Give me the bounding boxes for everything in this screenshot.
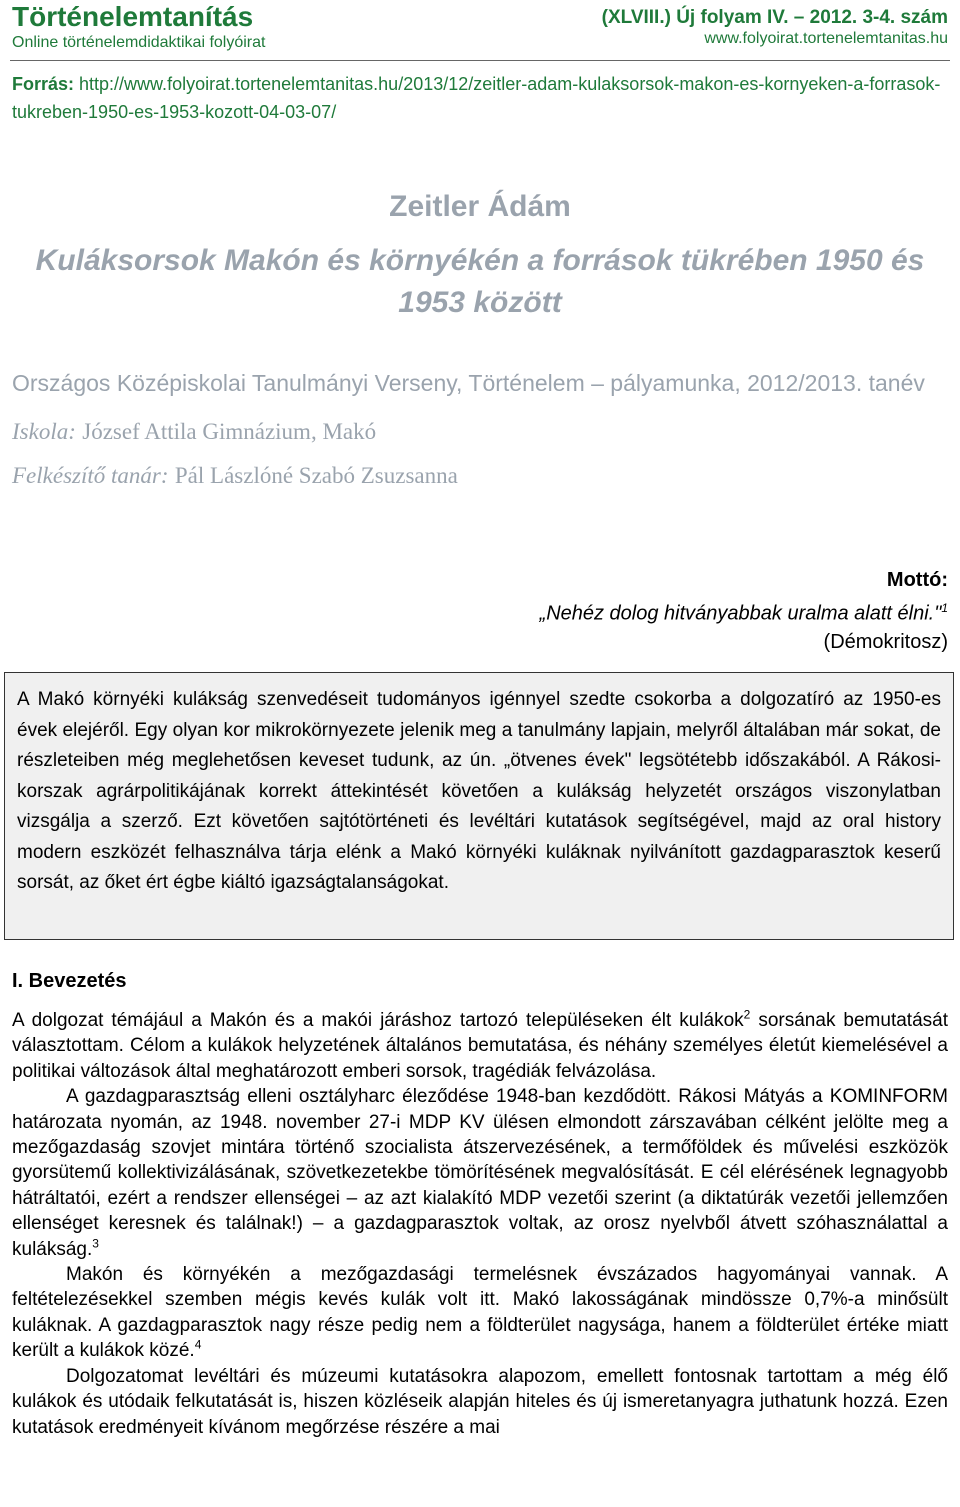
article-author: Zeitler Ádám [389,190,571,223]
source-line [12,70,942,126]
competition-line: Országos Középiskolai Tanulmányi Verseny, Történelem – pályamunka, 2012/2013. tanév [12,370,925,396]
teacher-line [12,462,458,489]
paragraph [12,1364,948,1440]
paragraph-text: Dolgozatomat levéltári és múzeumi kutatásokra alapozom, emellett fontosnak tartottam a még élő kulákok és utódaik felkutatását is, hiszen közléseik alapján hiteles és új ismeretanyagra juthatunk hozzá. Ezen kutatások eredményeit kívánom megőrzése részére a mai [12,1365,948,1438]
header-divider [10,60,950,61]
motto-label: Mottó: [886,569,948,591]
issue-number: (XLVIII.) Új folyam IV. – 2012. 3-4. szám [601,7,948,28]
motto-attribution: (Démokritosz) [823,630,948,653]
journal-header [12,0,265,52]
motto-quote: „Nehéz dolog hitványabbak uralma alatt élni." [539,602,942,625]
school-label: Iskola: [12,419,76,444]
school-value: József Attila Gimnázium, Makó [82,419,377,444]
section-heading: I. Bevezetés [12,970,127,992]
source-label: Forrás: [12,74,75,94]
paragraph-text: A gazdagparasztság elleni osztályharc éleződése 1948-ban kezdődött. Rákosi Mátyás a KOMINFORM határozata nyomán, az 1948. november 27-i MDP KV ülésen elmondott zárszavában célként jelölte meg a mezőgazdaság szovjet mintára történő szocialista átszervezésének, a termőföldek és művelési eszközök gyorsütemű kollektivizálásának, szövetkezetekbe tömörítésének megvalósítását. E cél elérésének legnagyobb hátráltatói, ezért a rendszer ellenségei – az azt kialakító MDP vezetői szerint (a diktatúrák vezetői jellemzően ellenséget keresnek és találnak!) – a gazdagparasztok voltak, az orosz nyelvből átvett szóhasználattal a kulákság. [12,1086,948,1260]
footnote-ref[interactable]: 1 [941,601,948,615]
abstract-box: A Makó környéki kulákság szenvedéseit tudományos igénnyel szedte csokorba a dolgozatíró az 1950-es évek elejéről. Egy olyan kor mikrokörnyezete jelenik meg a tanulmány lapjain, melyről általában már sokat, de részleteiben még meglehetősen keveset tudunk, az ún. „ötvenes évek" legsötétebb időszakából. A Rákosi-korszak agrárpolitikájának korrekt áttekintését követően a kulákság helyzetét országos viszonylatban vizsgálja a szerző. Ezt követően sajtótörténeti és levéltári kutatások segítségével, majd az oral history modern eszközét felhasználva tárja elénk a Makó környéki kuláknak nyilvánított gazdagparasztok keserű sorsát, az őket ért égbe kiáltó igazságtalanságokat. [4,672,954,940]
motto-quote-line [540,594,948,628]
motto [540,566,948,656]
paragraph [12,1084,948,1262]
journal-url-link[interactable]: www.folyoirat.tortenelemtanitas.hu [704,30,948,47]
issue-info [602,6,948,48]
paragraph [12,1008,948,1084]
journal-subtitle: Online történelemdidaktikai folyóirat [12,34,266,51]
footnote-ref[interactable]: 4 [194,1337,202,1352]
teacher-value: Pál Lászlóné Szabó Zsuzsanna [174,463,458,488]
paragraph-text: A dolgozat témájául a Makón és a makói járáshoz tartozó településeken élt kulákok [12,1010,744,1031]
paragraph [12,1262,948,1364]
footnote-ref[interactable]: 3 [92,1236,99,1251]
footnote-ref[interactable]: 2 [743,1007,751,1022]
paragraph-text: sorsának bemutatását választottam. Célom a kulákok helyzetének általános bemutatása, és néhány személyes életút kiemelésével a politikai változások által meghatározott emberi sorsok, tragédiák felvázolása. [12,1010,948,1082]
journal-title: Történelemtanítás [12,1,254,32]
paragraph-text: Makón és környékén a mezőgazdasági termelésnek évszázados hagyományai vannak. A feltételezésekkel szemben mégis kevés kulák volt itt. Makó lakosságának mindössze 0,7%-a minősült kuláknak. A gazdagparasztok nagy része pedig nem a földterület nagysága, hanem a földterület értéke miatt került a kulákok közé. [12,1264,948,1362]
teacher-label: Felkészítő tanár: [12,463,169,488]
school-line [12,418,376,445]
source-url-link[interactable]: http://www.folyoirat.tortenelemtanitas.hu/2013/12/zeitler-adam-kulaksorsok-makon-es-kornyeken-a-forrasok-tukreben-1950-es-1953-kozott-04-03-07/ [12,74,941,122]
article-title: Kuláksorsok Makón és környékén a források tükrében 1950 és 1953 között [35,244,925,319]
body-text [12,1008,948,1440]
